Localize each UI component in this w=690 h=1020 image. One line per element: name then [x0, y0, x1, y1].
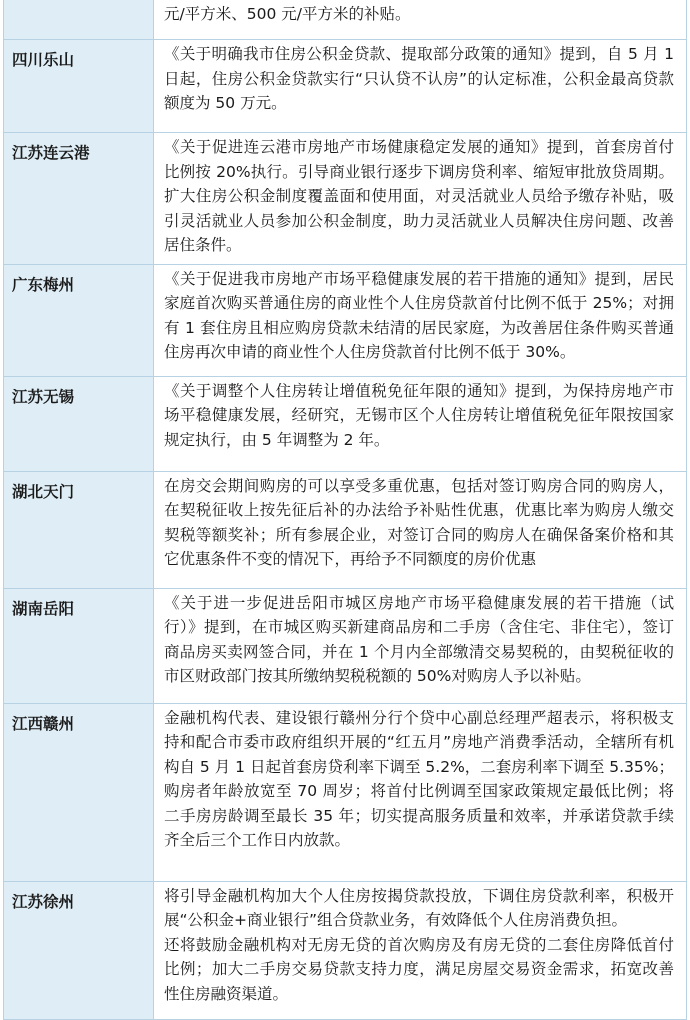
- policy-paragraph: 将引导金融机构加大个人住房按揭贷款投放，下调住房贷款利率，积极开展“公积金+商业银行”组合贷款业务，有效降低个人住房消费负担。: [164, 886, 674, 929]
- policy-paragraph: 《关于明确我市住房公积金贷款、提取部分政策的通知》提到，自 5 月 1 日起，住房公积金贷款实行“只认贷不认房”的认定标准，公积金最高贷款额度为 50 万元。: [164, 45, 674, 112]
- policy-table: [3, 0, 687, 1020]
- city-cell: [4, 0, 154, 40]
- table-row: [4, 40, 687, 133]
- policy-paragraph: 在房交会期间购房的可以享受多重优惠，包括对签订购房合同的购房人，在契税征收上按先征后补的办法给予补贴性优惠，优惠比率为购房人缴交契税等额奖补；所有参展企业，对签订合同的购房人在确保备案价格和其它优惠条件不变的情况下，再给予不同额度的房价优惠: [164, 476, 674, 568]
- city-cell: 广东梅州: [4, 264, 154, 376]
- policy-paragraph: 还将鼓励金融机构对无房无贷的首次购房及有房无贷的二套住房降低首付比例；加大二手房交易贷款支持力度，满足房屋交易资金需求，拓宽改善性住房融资渠道。: [164, 935, 674, 1003]
- policy-text-cell: [154, 471, 687, 588]
- city-cell: 四川乐山: [4, 40, 154, 133]
- table-row: [4, 264, 687, 376]
- policy-text-cell: [154, 0, 687, 40]
- policy-paragraph: 金融机构代表、建设银行赣州分行个贷中心副总经理严超表示，将积极支持和配合市委市政府组织开展的“红五月”房地产消费季活动，全辖所有机构自 5 月 1 日起首套房贷利率下调至 5.2%，二套房利率下调至 5.35%；购房者年龄放宽至 70 周岁；将首付比例调至国家政策规定最低比例；将二手房房龄调至最长 35 年；切实提高服务质量和效率，并承诺贷款手续齐全后三个工作日内放款。: [164, 708, 674, 849]
- city-cell: 江苏连云港: [4, 133, 154, 265]
- policy-text-cell: [154, 376, 687, 471]
- policy-paragraph: 《关于调整个人住房转让增值税免征年限的通知》提到，为保持房地产市场平稳健康发展，经研究，无锡市区个人住房转让增值税免征年限按国家规定执行，由 5 年调整为 2 年。: [164, 381, 674, 449]
- table-row: [4, 0, 687, 40]
- policy-text-cell: [154, 881, 687, 1019]
- table-row: [4, 881, 687, 1019]
- policy-paragraph: 《关于促进我市房地产市场平稳健康发展的若干措施的通知》提到，居民家庭首次购买普通住房的商业性个人住房贷款首付比例不低于 25%；对拥有 1 套住房且相应购房贷款未结清的居民家庭，为改善居住条件购买普通住房再次申请的商业性个人住房贷款首付比例不低于 30%。: [164, 269, 674, 361]
- city-cell: 江苏徐州: [4, 881, 154, 1019]
- city-cell: 湖南岳阳: [4, 588, 154, 703]
- policy-text-cell: [154, 40, 687, 133]
- city-cell: 江西赣州: [4, 703, 154, 881]
- policy-paragraph: 《关于促进连云港市房地产市场健康稳定发展的通知》提到，首套房首付比例按 20%执行。引导商业银行逐步下调房贷利率、缩短审批放贷周期。扩大住房公积金制度覆盖面和使用面，对灵活就业人员给予缴存补贴，吸引灵活就业人员参加公积金制度，助力灵活就业人员解决住房问题、改善居住条件。: [164, 138, 674, 254]
- city-cell: 江苏无锡: [4, 376, 154, 471]
- policy-paragraph: 元/平方米、500 元/平方米的补贴。: [164, 5, 411, 23]
- policy-paragraph: 《关于进一步促进岳阳市城区房地产市场平稳健康发展的若干措施（试行）》提到，在市城区购买新建商品房和二手房（含住宅、非住宅），签订商品房买卖网签合同，并在 1 个月内全部缴清交易契税的，由契税征收的市区财政部门按其所缴纳契税税额的 50%对购房人予以补贴。: [164, 593, 674, 685]
- policy-text-cell: [154, 588, 687, 703]
- table-row: [4, 471, 687, 588]
- table-row: [4, 376, 687, 471]
- table-row: [4, 588, 687, 703]
- policy-text-cell: [154, 264, 687, 376]
- table-row: [4, 133, 687, 265]
- table-row: [4, 703, 687, 881]
- policy-text-cell: [154, 133, 687, 265]
- city-cell: 湖北天门: [4, 471, 154, 588]
- policy-text-cell: [154, 703, 687, 881]
